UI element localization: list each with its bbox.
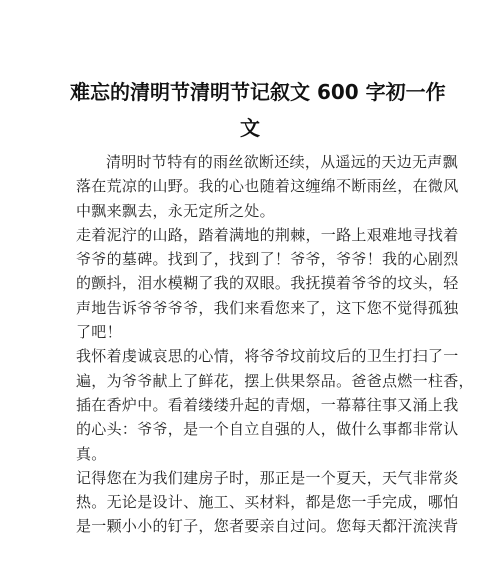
text-line: 中飘来飘去，永无定所之处。 [76, 201, 275, 220]
text-line: 清明时节特有的雨丝欲断还续，从遥远的天边无声飘 [106, 153, 458, 171]
text-line: 声地告诉爷爷爷爷，我们来看您来了，这下您不觉得孤独 [76, 298, 459, 317]
text-line: 记得您在为我们建房子时，那正是一个夏天，天气非常炎 [76, 468, 459, 487]
document-body [76, 150, 474, 539]
paragraph [76, 344, 474, 465]
paragraph [76, 150, 459, 223]
title-line: 文 [240, 116, 260, 140]
text-line: 爷爷的墓碑。找到了，找到了！爷爷，爷爷！我的心剧烈 [76, 250, 459, 269]
text-line: 落在荒凉的山野。我的心也随着这缠绵不断雨丝，在微风 [76, 177, 459, 196]
text-line: 的颤抖，泪水模糊了我的双眼。我抚摸着爷爷的坟头，轻 [76, 274, 459, 293]
document-title [70, 74, 446, 146]
text-line: 的心头：爷爷，是一个自立自强的人，做什么事都非常认 [76, 420, 459, 439]
paragraph [76, 466, 459, 539]
title-line: 难忘的清明节清明节记叙文 600 字初一作 [70, 80, 446, 104]
text-line: 了吧！ [76, 323, 122, 342]
text-line: 真。 [76, 444, 107, 463]
text-line: 走着泥泞的山路，踏着满地的荆棘，一路上艰难地寻找着 [76, 225, 459, 244]
paragraph [76, 223, 459, 344]
text-line: 是一颗小小的钉子，您者要亲自过问。您每天都汗流浃背 [76, 517, 459, 536]
text-line: 遍，为爷爷献上了鲜花，摆上供果祭品。爸爸点燃一柱香， [76, 371, 474, 390]
text-line: 我怀着虔诚哀思的心情，将爷爷坟前坟后的卫生打扫了一 [76, 347, 459, 366]
text-line: 热。无论是设计、施工、买材料，都是您一手完成，哪怕 [76, 493, 459, 512]
text-line: 插在香炉中。看着缕缕升起的青烟，一幕幕往事又涌上我 [76, 395, 459, 414]
